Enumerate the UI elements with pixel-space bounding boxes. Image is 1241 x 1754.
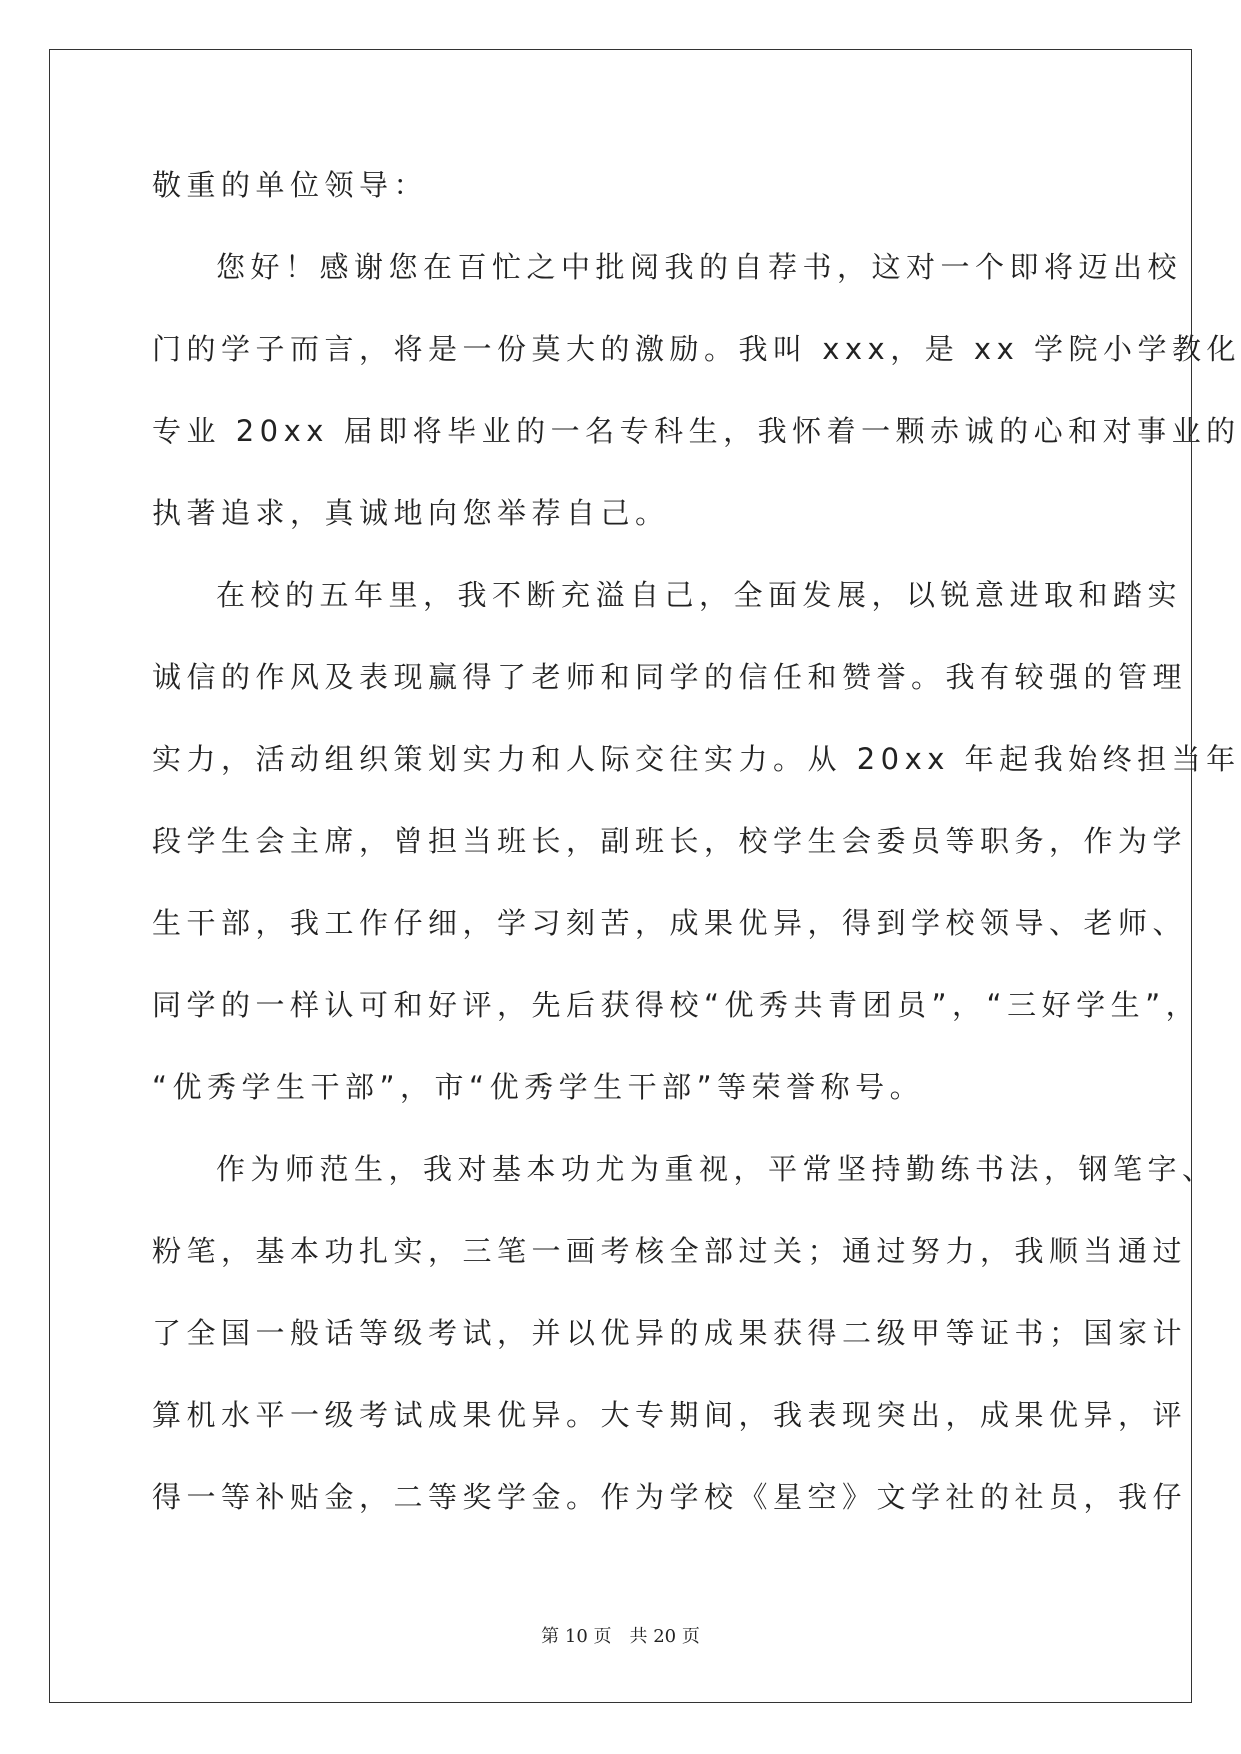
paragraph-line: 同学的一样认可和好评，先后获得校“优秀共青团员”，“三好学生”， xyxy=(152,988,1201,1022)
document-body xyxy=(152,160,1241,1554)
paragraph-line: 诚信的作风及表现赢得了老师和同学的信任和赞誉。我有较强的管理 xyxy=(152,660,1188,694)
paragraph-line: 段学生会主席，曾担当班长，副班长，校学生会委员等职务，作为学 xyxy=(152,824,1188,858)
paragraph-line: 作为师范生，我对基本功尤为重视，平常坚持勤练书法，钢笔字、 xyxy=(216,1152,1217,1186)
paragraph-line: 算机水平一级考试成果优异。大专期间，我表现突出，成果优异，评 xyxy=(152,1398,1188,1432)
page-number-footer: 第 10 页 共 20 页 xyxy=(541,1626,700,1647)
paragraph-line: 门的学子而言，将是一份莫大的激励。我叫 xxx，是 xx 学院小学教化 xyxy=(152,332,1241,366)
paragraph-line: 生干部，我工作仔细，学习刻苦，成果优异，得到学校领导、老师、 xyxy=(152,906,1188,940)
paragraph-line: 了全国一般话等级考试，并以优异的成果获得二级甲等证书；国家计 xyxy=(152,1316,1188,1350)
salutation-line: 敬重的单位领导： xyxy=(152,168,429,202)
paragraph-line: 专业 20xx 届即将毕业的一名专科生，我怀着一颗赤诚的心和对事业的 xyxy=(152,414,1241,448)
paragraph-line: 得一等补贴金，二等奖学金。作为学校《星空》文学社的社员，我仔 xyxy=(152,1480,1188,1514)
paragraph-line: 实力，活动组织策划实力和人际交往实力。从 20xx 年起我始终担当年 xyxy=(152,742,1241,776)
paragraph-line: 执著追求，真诚地向您举荐自己。 xyxy=(152,496,670,530)
paragraph-line: 粉笔，基本功扎实，三笔一画考核全部过关；通过努力，我顺当通过 xyxy=(152,1234,1188,1268)
paragraph-line: 您好！感谢您在百忙之中批阅我的自荐书，这对一个即将迈出校 xyxy=(216,250,1183,284)
paragraph-line: 在校的五年里，我不断充溢自己，全面发展，以锐意进取和踏实 xyxy=(216,578,1183,612)
paragraph-line: “优秀学生干部”，市“优秀学生干部”等荣誉称号。 xyxy=(152,1070,925,1104)
